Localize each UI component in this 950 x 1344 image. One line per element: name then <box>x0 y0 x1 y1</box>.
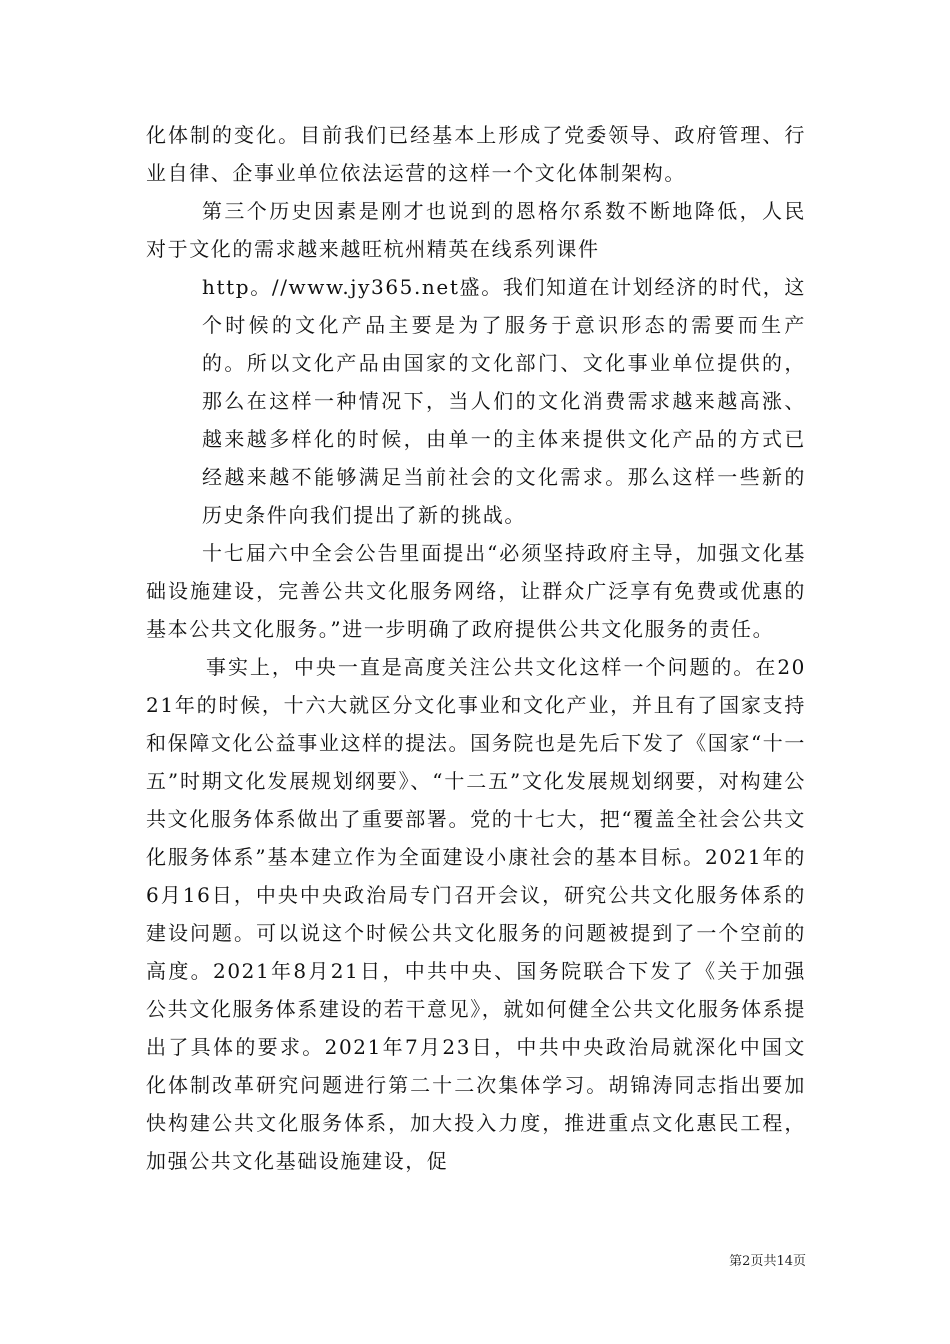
paragraph-url-continuation: http。//www.jy365.net盛。我们知道在计划经济的时代，这个时候的文化产品主要是为了服务于意识形态的需要而生产的。所以文化产品由国家的文化部门、文化事业单位提供的，那么在这样一种情况下，当人们的文化消费需求越来越高涨、越来越多样化的时候，由单一的主体来提供文化产品的方式已经越来越不能够满足当前社会的文化需求。那么这样一些新的历史条件向我们提出了新的挑战。 <box>202 275 806 527</box>
paragraph-third-factor: 第三个历史因素是刚才也说到的恩格尔系数不断地降低，人民对于文化的需求越来越旺杭州精英在线系列课件 <box>146 199 806 261</box>
document-body <box>146 116 806 1180</box>
paragraph-central-attention: 事实上，中央一直是高度关注公共文化这样一个问题的。在2021年的时候，十六大就区分文化事业和文化产业，并且有了国家支持和保障文化公益事业这样的提法。国务院也是先后下发了《国家“十一五”时期文化发展规划纲要》、“十二五”文化发展规划纲要，对构建公共文化服务体系做出了重要部署。党的十七大，把“覆盖全社会公共文化服务体系”基本建立作为全面建设小康社会的基本目标。2021年的6月16日，中央中央政治局专门召开会议，研究公共文化服务体系的建设问题。可以说这个时候公共文化服务的问题被提到了一个空前的高度。2021年8月21日，中共中央、国务院联合下发了《关于加强公共文化服务体系建设的若干意见》，就如何健全公共文化服务体系提出了具体的要求。2021年7月23日，中共中央政治局就深化中国文化体制改革研究问题进行第二十二次集体学习。胡锦涛同志指出要加快构建公共文化服务体系，加大投入力度，推进重点文化惠民工程，加强公共文化基础设施建设，促 <box>146 655 806 1173</box>
paragraph-continuation: 化体制的变化。目前我们已经基本上形成了党委领导、政府管理、行业自律、企事业单位依法运营的这样一个文化体制架构。 <box>146 123 806 185</box>
page-number: 第2页共14页 <box>729 1254 806 1269</box>
paragraph-plenary-announcement: 十七届六中全会公告里面提出“必须坚持政府主导，加强文化基础设施建设，完善公共文化服务网络，让群众广泛享有免费或优惠的基本公共文化服务。”进一步明确了政府提供公共文化服务的责任。 <box>146 541 806 641</box>
